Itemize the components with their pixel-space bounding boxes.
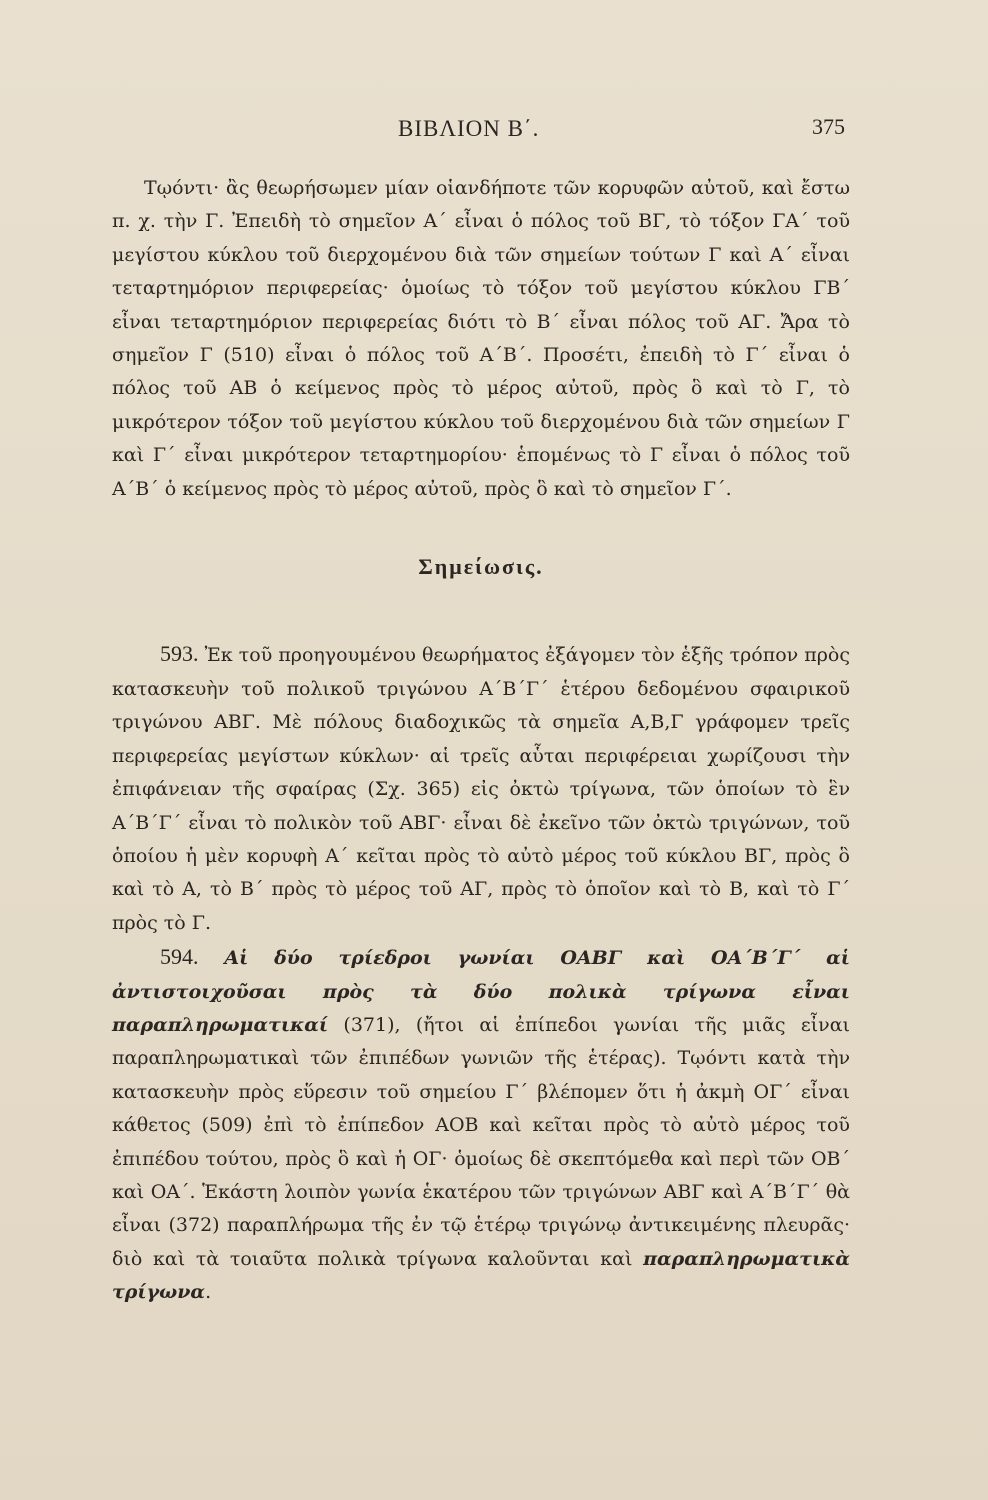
theorem-statement: Αἱ δύο τρίεδροι γωνίαι ΟΑΒΓ καὶ ΟΑ΄Β΄Γ΄ αἱ ἀντιστοιχοῦσαι πρὸς τὰ δύο πολικὰ τρίγωνα εἶναι παραπληρωματικαί [112, 947, 850, 1036]
italic-term: παραπληρωματικὰ τρίγωνα [112, 1247, 850, 1304]
page-body [112, 172, 850, 1310]
paragraph-number-593: 593. [160, 641, 199, 667]
section-heading: Σημείωσις. [418, 554, 544, 580]
paragraph-594-end: . [205, 1281, 212, 1304]
paragraph-594-text: (371), (ἤτοι αἱ ἐπίπεδοι γωνίαι τῆς μιᾶς εἶναι παραπληρωματικαὶ τῶν ἐπιπέδων γωνιῶν τῆς ἑτέρας). Τῳόντι κατὰ τὴν κατασκευὴν πρὸς εὕρεσιν τοῦ σημείου Γ΄ βλέπομεν ὅτι ἡ ἀκμὴ ΟΓ΄ εἶναι κάθετος (509) ἐπὶ τὸ ἐπίπεδον ΑΟΒ καὶ κεῖται πρὸς τὸ αὐτὸ μέρος τοῦ ἐπιπέδου τούτου, πρὸς ὃ καὶ ἡ ΟΓ· ὁμοίως δὲ σκεπτόμεθα καὶ περὶ τῶν ΟΒ΄ καὶ ΟΑ΄. Ἑκάστη λοιπὸν γωνία ἑκατέρου τῶν τριγώνων ΑΒΓ καὶ Α΄Β΄Γ΄ θὰ εἶναι (372) παραπλήρωμα τῆς ἐν τῷ ἑτέρῳ τριγώνῳ ἀντικειμένης πλευρᾶς· διὸ καὶ τὰ τοιαῦτα πολικὰ τρίγωνα καλοῦνται καὶ [112, 1013, 850, 1270]
paragraph-594 [112, 940, 850, 1309]
paragraph-593 [112, 637, 850, 940]
running-title: ΒΙΒΛΙΟΝ Β΄. [398, 116, 540, 141]
paragraph-proof-continuation: Τῳόντι· ἂς θεωρήσωμεν μίαν οἱανδήποτε τῶν κορυφῶν αὐτοῦ, καὶ ἔστω π. χ. τὴν Γ. Ἐπειδὴ τὸ σημεῖον Α΄ εἶναι ὁ πόλος τοῦ ΒΓ, τὸ τόξον ΓΑ΄ τοῦ μεγίστου κύκλου τοῦ διερχομένου διὰ τῶν σημείων τούτων Γ καὶ Α΄ εἶναι τεταρτημόριον περιφερείας· ὁμοίως τὸ τόξον τοῦ μεγίστου κύκλου ΓΒ΄ εἶναι τεταρτημόριον περιφερείας διότι τὸ Β΄ εἶναι πόλος τοῦ ΑΓ. Ἄρα τὸ σημεῖον Γ (510) εἶναι ὁ πόλος τοῦ Α΄Β΄. Προσέτι, ἐπειδὴ τὸ Γ΄ εἶναι ὁ πόλος τοῦ ΑΒ ὁ κείμενος πρὸς τὸ μέρος αὐτοῦ, πρὸς ὃ καὶ τὸ Γ, τὸ μικρότερον τόξον τοῦ μεγίστου κύκλου τοῦ διερχομένου διὰ τῶν σημείων Γ καὶ Γ΄ εἶναι μικρότερον τεταρτημορίου· ἑπομένως τὸ Γ εἶναι ὁ πόλος τοῦ Α΄Β΄ ὁ κείμενος πρὸς τὸ μέρος αὐτοῦ, πρὸς ὃ καὶ τὸ σημεῖον Γ΄. [112, 177, 850, 500]
page-number: 375 [812, 114, 845, 139]
paragraph-593-text: Ἐκ τοῦ προηγουμένου θεωρήματος ἐξάγομεν τὸν ἑξῆς τρόπον πρὸς κατασκευὴν τοῦ πολικοῦ τριγώνου Α΄Β΄Γ΄ ἑτέρου δεδομένου σφαιρικοῦ τριγώνου ΑΒΓ. Μὲ πόλους διαδοχικῶς τὰ σημεῖα Α,Β,Γ γράφομεν τρεῖς περιφερείας μεγίστων κύκλων· αἱ τρεῖς αὗται περιφέρειαι χωρίζουσι τὴν ἐπιφάνειαν τῆς σφαίρας (Σχ. 365) εἰς ὀκτὼ τρίγωνα, τῶν ὁποίων τὸ ἓν Α΄Β΄Γ΄ εἶναι τὸ πολικὸν τοῦ ΑΒΓ· εἶναι δὲ ἐκεῖνο τῶν ὀκτὼ τριγώνων, τοῦ ὁποίου ἡ μὲν κορυφὴ Α΄ κεῖται πρὸς τὸ αὐτὸ μέρος τοῦ κύκλου ΒΓ, πρὸς ὃ καὶ τὸ Α, τὸ Β΄ πρὸς τὸ μέρος τοῦ ΑΓ, πρὸς τὸ ὁποῖον καὶ τὸ Β, καὶ τὸ Γ΄ πρὸς τὸ Γ. [112, 644, 850, 934]
paragraph-number-594: 594. [160, 944, 199, 970]
page-header [0, 110, 988, 150]
